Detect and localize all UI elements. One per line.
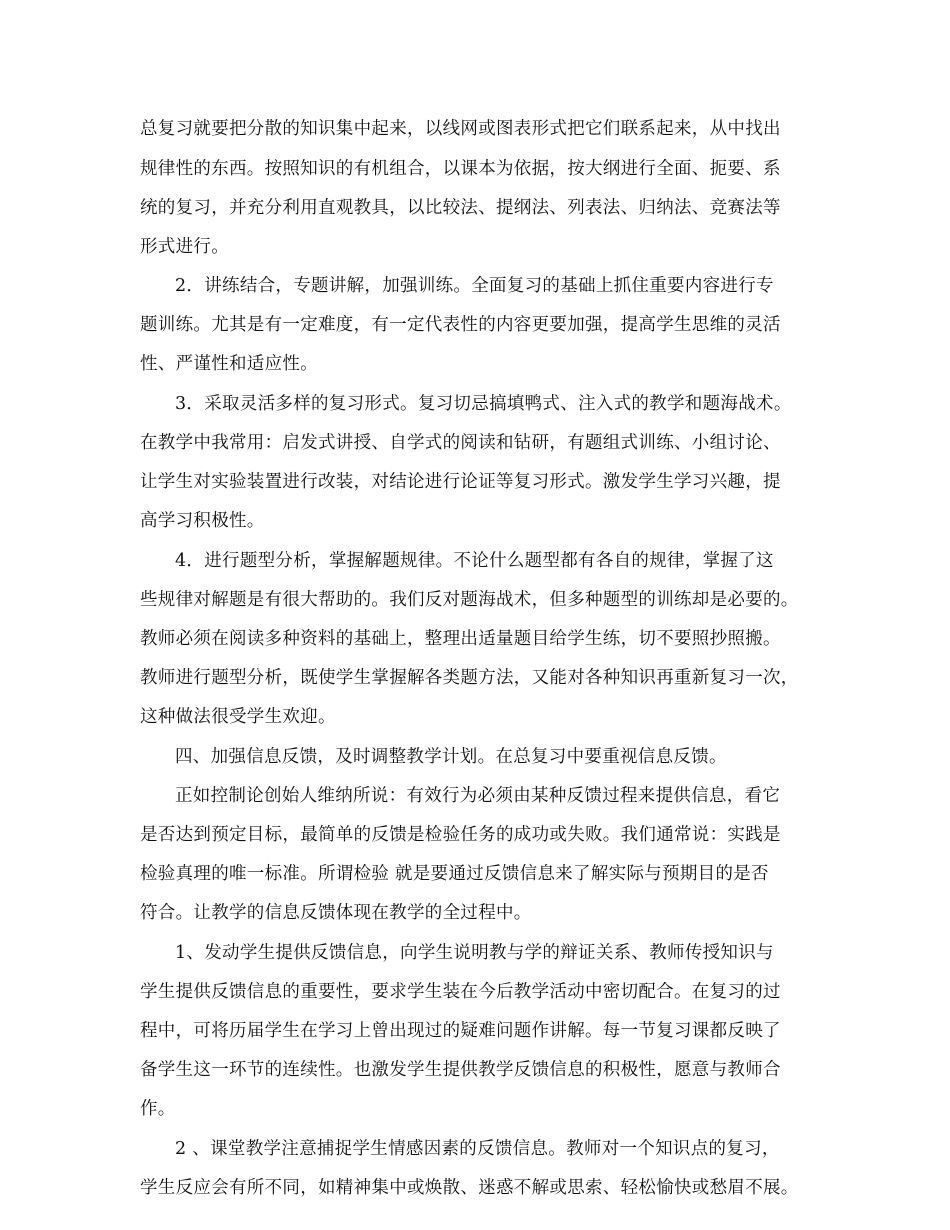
body-text-line: 高学习积极性。 [140,511,265,531]
body-text-line: 作。 [140,1099,176,1119]
body-text-line: 统的复习，并充分利用直观教具，以比较法、提纲法、列表法、归纳法、竞赛法等 [140,198,781,218]
paragraph-start-line: 4．进行题型分析，掌握解题规律。不论什么题型都有各自的规律，掌握了这 [175,551,774,571]
body-text-line: 些规律对解题是有很大帮助的。我们反对题海战术，但多种题型的训练却是必要的。 [140,590,799,610]
body-text-line: 形式进行。 [140,237,229,257]
body-text-line: 学生提供反馈信息的重要性，要求学生装在今后教学活动中密切配合。在复习的过 [140,982,781,1002]
body-text-line: 这种做法很受学生欢迎。 [140,707,336,727]
paragraph-start-line: 正如控制论创始人维纳所说：有效行为必须由某种反馈过程来提供信息，看它 [175,786,781,806]
body-text-line: 总复习就要把分散的知识集中起来，以线网或图表形式把它们联系起来，从中找出 [140,119,781,139]
body-text-line: 检验真理的唯一标准。所谓检验 就是要通过反馈信息来了解实际与预期目的是否 [140,864,769,884]
paragraph-start-line: 3．采取灵活多样的复习形式。复习切忌搞填鸭式、注入式的教学和题海战术。 [175,394,792,414]
body-text-line: 备学生这一环节的连续性。也激发学生提供教学反馈信息的积极性，愿意与教师合 [140,1060,781,1080]
body-text-line: 在教学中我常用：启发式讲授、自学式的阅读和钻研，有题组式训练、小组讨论、 [140,433,781,453]
body-text-line: 题训练。尤其是有一定难度，有一定代表性的内容更要加强，提高学生思维的灵活 [140,315,781,335]
section-heading-line: 四、加强信息反馈，及时调整教学计划。在总复习中要重视信息反馈。 [175,747,727,767]
body-text-line: 程中，可将历届学生在学习上曾出现过的疑难问题作讲解。每一节复习课都反映了 [140,1021,781,1041]
paragraph-start-line: 2．讲练结合，专题讲解，加强训练。全面复习的基础上抓住重要内容进行专 [175,276,774,296]
body-text-line: 规律性的东西。按照知识的有机组合，以课本为依据，按大纲进行全面、扼要、系 [140,159,781,179]
body-text-line: 符合。让教学的信息反馈体现在教学的全过程中。 [140,903,532,923]
body-text-line: 学生反应会有所不同，如精神集中或焕散、迷惑不解或思索、轻松愉快或愁眉不展。 [140,1178,799,1198]
body-text-line: 教师必须在阅读多种资料的基础上，整理出适量题目给学生练，切不要照抄照搬。 [140,629,781,649]
paragraph-start-line: 1、发动学生提供反馈信息，向学生说明教与学的辩证关系、教师传授知识与 [175,943,774,963]
body-text-line: 是否达到预定目标，最简单的反馈是检验任务的成功或失败。我们通常说：实践是 [140,825,781,845]
body-text-line: 教师进行题型分析，既使学生掌握解各类题方法，又能对各种知识再重新复习一次， [140,668,799,688]
paragraph-start-line: 2 、课堂教学注意捕捉学生情感因素的反馈信息。教师对一个知识点的复习， [175,1139,780,1159]
body-text-line: 让学生对实验装置进行改装，对结论进行论证等复习形式。激发学生学习兴趣，提 [140,472,781,492]
body-text-line: 性、严谨性和适应性。 [140,354,318,374]
